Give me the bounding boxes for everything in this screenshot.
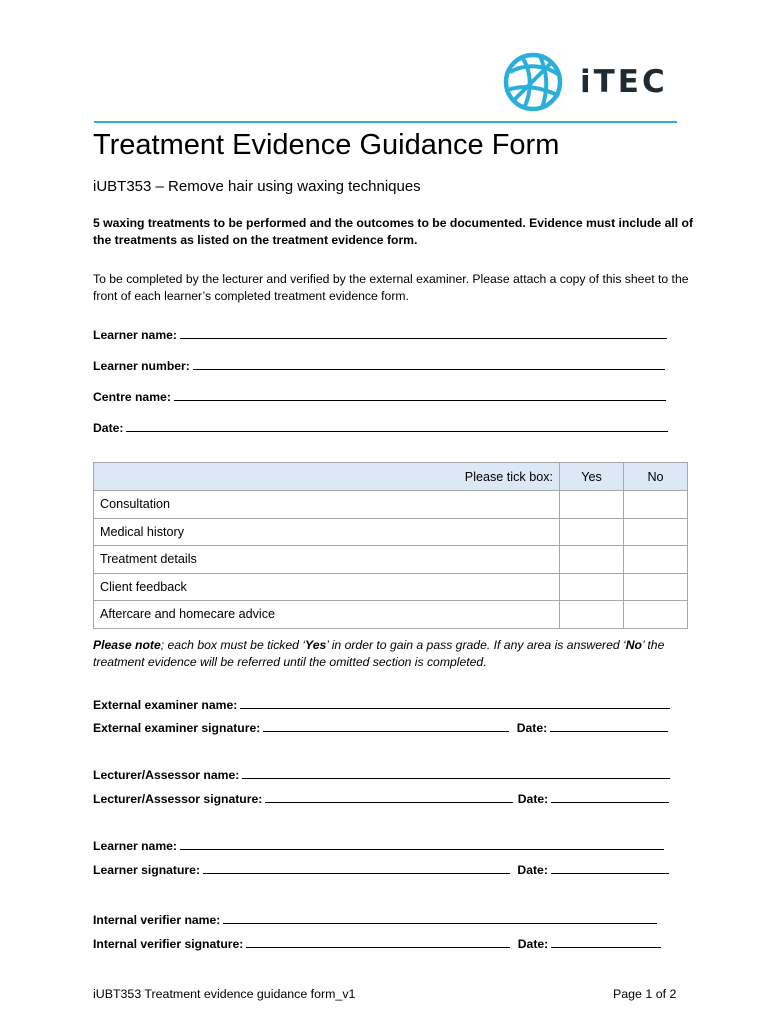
table-row	[94, 573, 688, 601]
footer-document-name: iUBT353 Treatment evidence guidance form_v1	[93, 987, 356, 1001]
external-examiner-signature-line[interactable]	[263, 720, 509, 732]
page-title: Treatment Evidence Guidance Form	[93, 129, 560, 161]
internal-verifier-signature-line[interactable]	[246, 936, 510, 948]
internal-verifier-name-field[interactable]	[93, 912, 657, 928]
date-field[interactable]	[93, 420, 668, 436]
row-label: Medical history	[94, 518, 560, 546]
note-text-3: ’ the treatment evidence will be referred until the omitted section is completed.	[93, 638, 665, 669]
no-tick-box[interactable]	[624, 491, 688, 519]
row-label: Treatment details	[94, 546, 560, 574]
note-yes: Yes	[305, 638, 327, 652]
date-line[interactable]	[550, 720, 668, 732]
centre-name-label: Centre name:	[93, 390, 171, 404]
date-line[interactable]	[126, 420, 668, 432]
learner-number-field[interactable]	[93, 358, 665, 374]
table-row	[94, 546, 688, 574]
tick-box-table	[93, 462, 688, 629]
lecturer-name-field[interactable]	[93, 767, 670, 783]
external-examiner-name-line[interactable]	[240, 697, 670, 709]
no-tick-box[interactable]	[624, 601, 688, 629]
learner-number-label: Learner number:	[93, 359, 190, 373]
table-header-row	[94, 463, 688, 491]
note-text-2: ’ in order to gain a pass grade. If any area is answered ‘	[326, 638, 626, 652]
date-label: Date:	[517, 937, 549, 951]
internal-verifier-signature-field[interactable]	[93, 936, 661, 952]
itec-globe-logo-icon	[502, 50, 564, 114]
table-row	[94, 601, 688, 629]
note-text-1: ; each box must be ticked ‘	[160, 638, 306, 652]
no-tick-box[interactable]	[624, 546, 688, 574]
no-column-header: No	[624, 463, 688, 491]
internal-verifier-name-label: Internal verifier name:	[93, 913, 221, 927]
no-tick-box[interactable]	[624, 518, 688, 546]
date-label: Date:	[516, 721, 548, 735]
date-line[interactable]	[551, 936, 661, 948]
header-divider	[94, 121, 677, 123]
note-lead: Please note	[93, 638, 161, 652]
date-label: Date:	[517, 792, 549, 806]
learner-name-label: Learner name:	[93, 839, 177, 853]
centre-name-field[interactable]	[93, 389, 666, 405]
logo-wordmark: iTEC	[580, 64, 668, 100]
row-label: Consultation	[94, 491, 560, 519]
lecturer-signature-label: Lecturer/Assessor signature:	[93, 792, 263, 806]
yes-tick-box[interactable]	[560, 573, 624, 601]
table-row	[94, 518, 688, 546]
row-label: Aftercare and homecare advice	[94, 601, 560, 629]
yes-tick-box[interactable]	[560, 491, 624, 519]
lecturer-signature-line[interactable]	[265, 791, 513, 803]
table-row	[94, 491, 688, 519]
learner-name-sig-field[interactable]	[93, 838, 664, 854]
learner-name-line[interactable]	[180, 838, 664, 850]
external-examiner-signature-label: External examiner signature:	[93, 721, 261, 735]
yes-tick-box[interactable]	[560, 518, 624, 546]
external-examiner-name-label: External examiner name:	[93, 698, 238, 712]
learner-name-field[interactable]	[93, 327, 667, 343]
yes-tick-box[interactable]	[560, 546, 624, 574]
date-label: Date:	[93, 421, 124, 435]
learner-signature-line[interactable]	[203, 862, 510, 874]
itec-logo	[502, 50, 678, 114]
lecturer-name-label: Lecturer/Assessor name:	[93, 768, 240, 782]
lecturer-name-line[interactable]	[242, 767, 670, 779]
learner-signature-field[interactable]	[93, 862, 669, 878]
lecturer-signature-field[interactable]	[93, 791, 669, 807]
pass-grade-note	[93, 637, 693, 671]
date-label: Date:	[517, 863, 548, 877]
date-line[interactable]	[551, 862, 669, 874]
yes-tick-box[interactable]	[560, 601, 624, 629]
date-line[interactable]	[551, 791, 669, 803]
learner-number-line[interactable]	[193, 358, 665, 370]
internal-verifier-signature-label: Internal verifier signature:	[93, 937, 244, 951]
unit-title: iUBT353 – Remove hair using waxing techniques	[93, 178, 421, 195]
instructions-text: To be completed by the lecturer and verified by the external examiner. Please attach a copy of this sheet to the front of each learner’s completed treatment evidence form.	[93, 272, 689, 303]
external-examiner-signature-field[interactable]	[93, 720, 668, 736]
external-examiner-name-field[interactable]	[93, 697, 670, 713]
centre-name-line[interactable]	[174, 389, 666, 401]
yes-column-header: Yes	[560, 463, 624, 491]
note-no: No	[625, 638, 642, 652]
internal-verifier-name-line[interactable]	[223, 912, 657, 924]
no-tick-box[interactable]	[624, 573, 688, 601]
learner-name-label: Learner name:	[93, 328, 177, 342]
learner-name-line[interactable]	[180, 327, 667, 339]
tick-box-header: Please tick box:	[94, 463, 560, 491]
footer-page-number: Page 1 of 2	[613, 987, 677, 1001]
row-label: Client feedback	[94, 573, 560, 601]
requirement-text: 5 waxing treatments to be performed and the outcomes to be documented. Evidence must include all of the treatments as listed on the treatment evidence form.	[93, 216, 694, 247]
learner-signature-label: Learner signature:	[93, 863, 201, 877]
